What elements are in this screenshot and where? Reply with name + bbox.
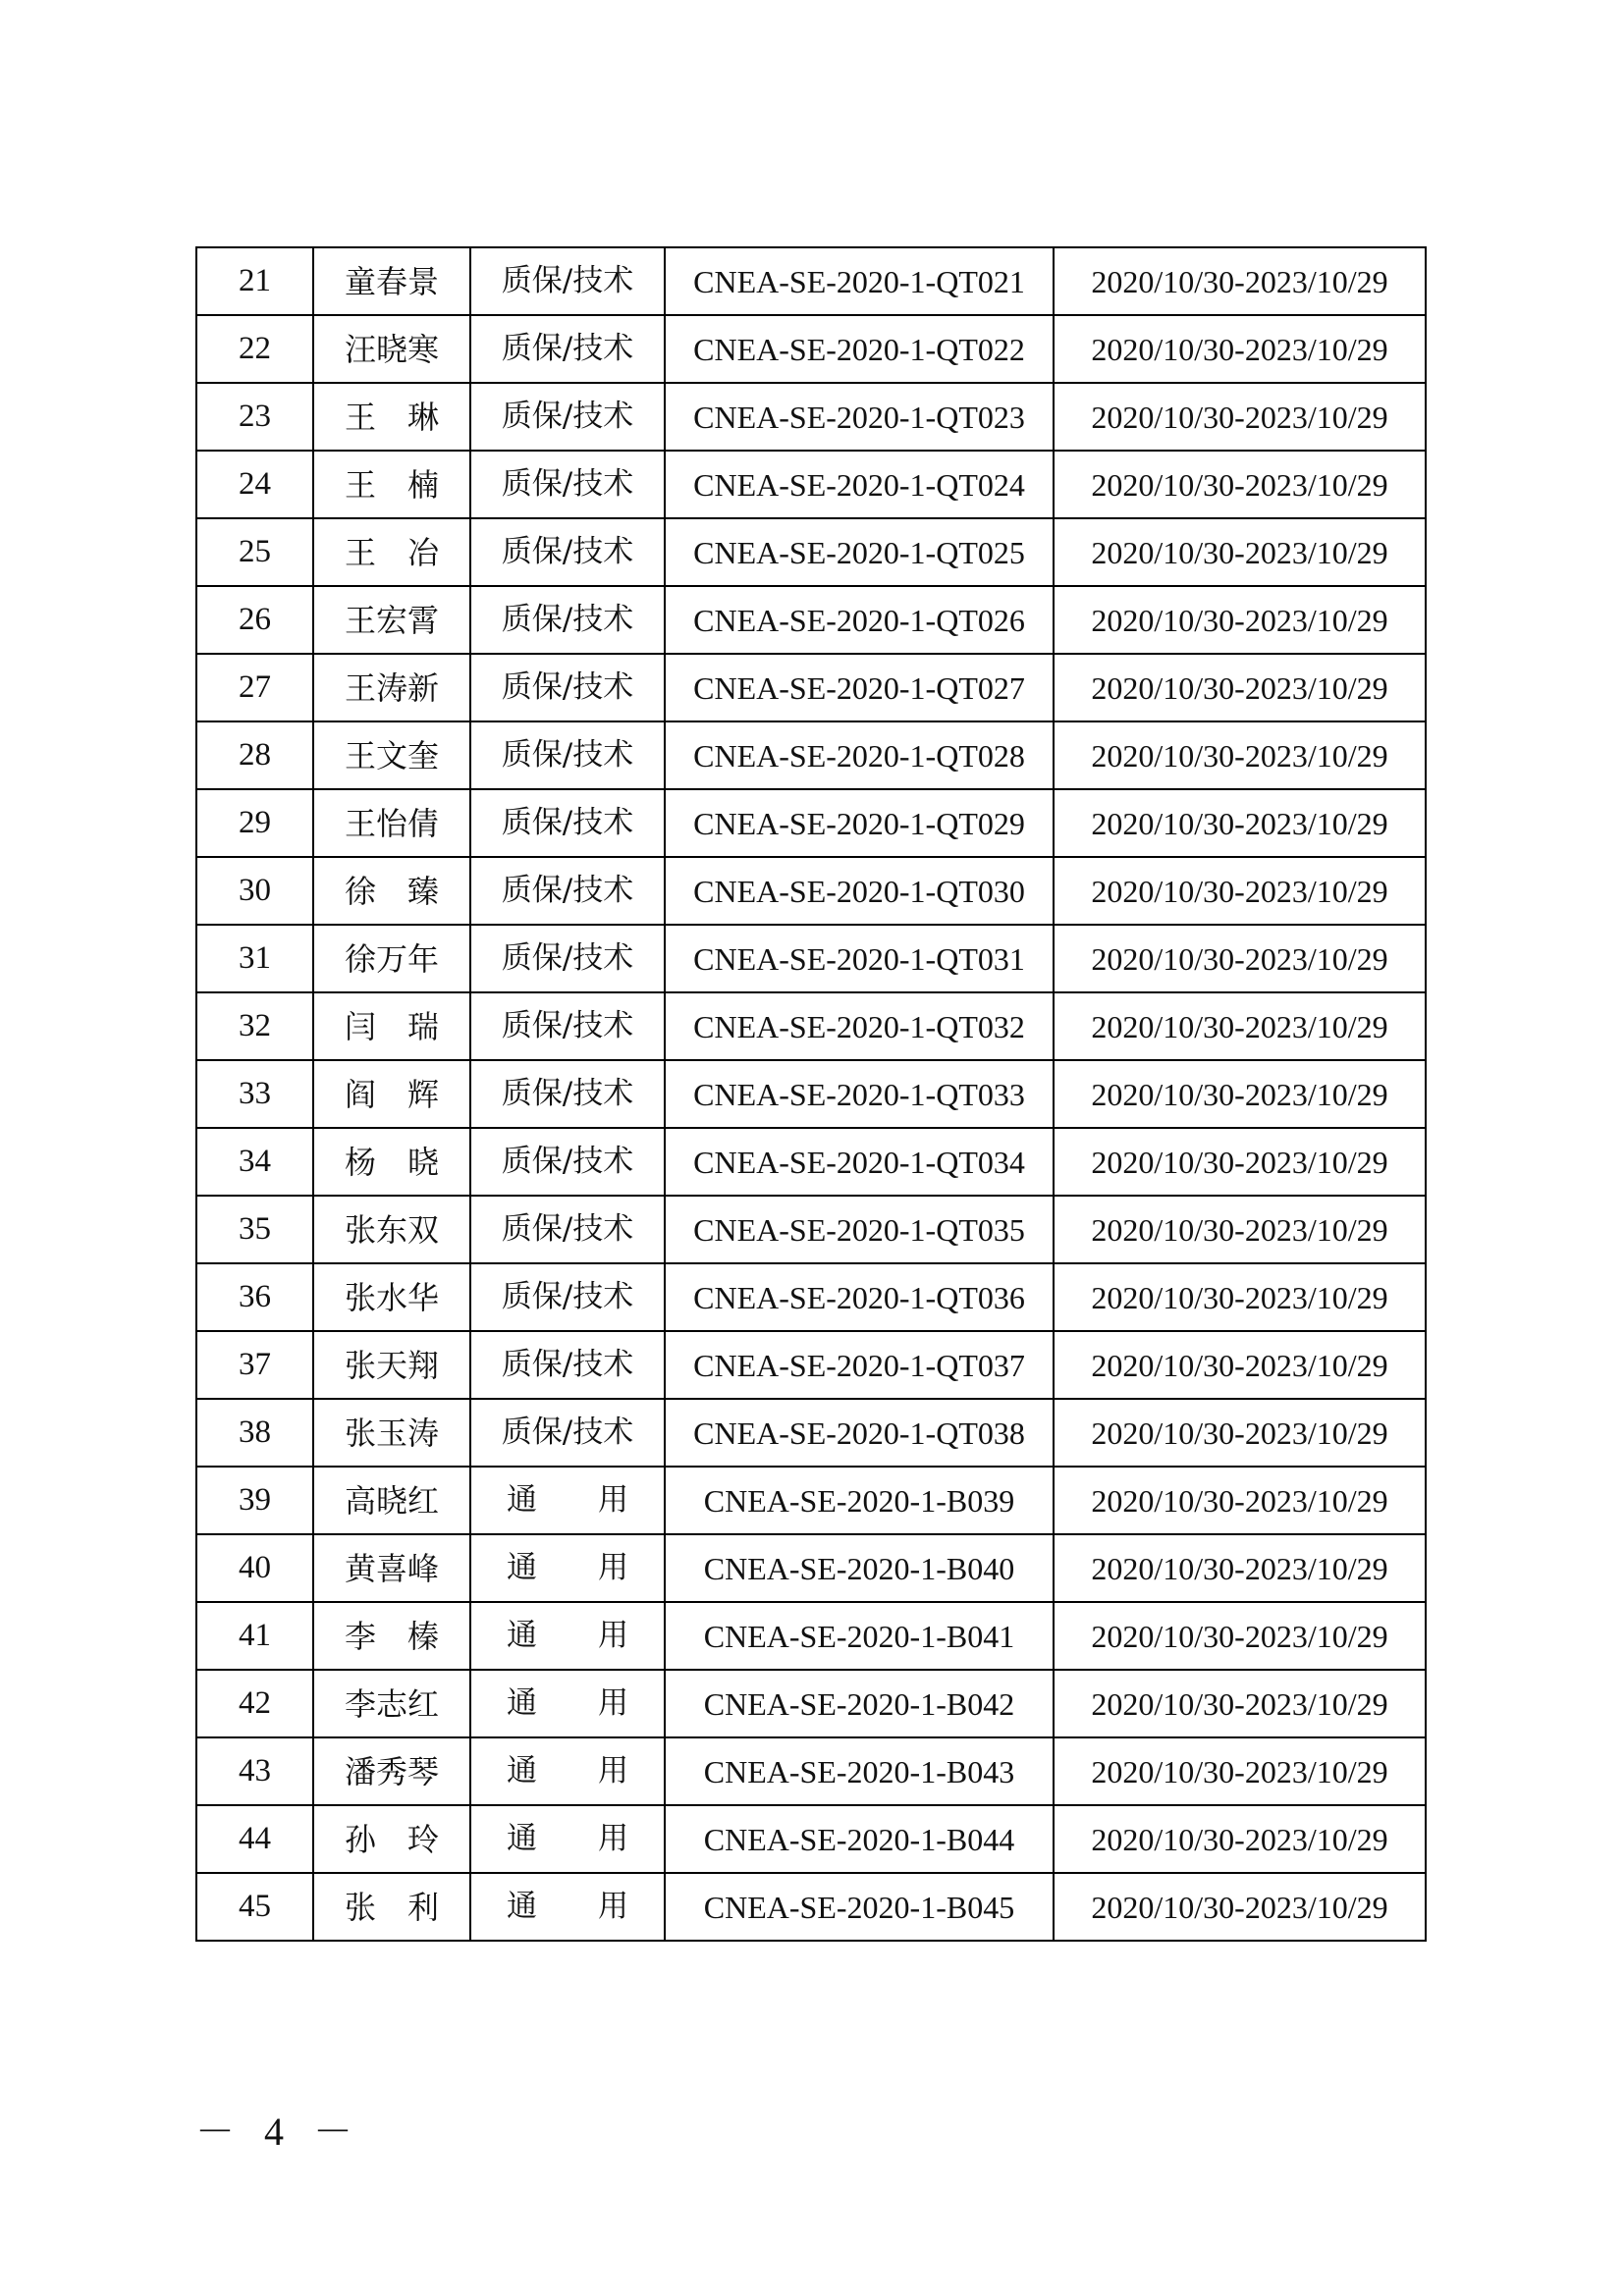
table-row bbox=[196, 654, 1426, 721]
table-row bbox=[196, 1128, 1426, 1196]
certificate-number-cell: CNEA-SE-2020-1-B042 bbox=[665, 1670, 1054, 1737]
category-cell: 通 用 bbox=[470, 1602, 665, 1670]
person-name-cell: 阎 辉 bbox=[313, 1060, 470, 1128]
category-cell: 质保/技术 bbox=[470, 857, 665, 925]
person-name-cell: 汪晓寒 bbox=[313, 315, 470, 383]
certificate-number-cell: CNEA-SE-2020-1-QT036 bbox=[665, 1263, 1054, 1331]
certificate-number-cell: CNEA-SE-2020-1-QT023 bbox=[665, 383, 1054, 451]
person-name-cell: 徐万年 bbox=[313, 925, 470, 992]
serial-number-cell: 24 bbox=[196, 451, 313, 518]
category-cell: 质保/技术 bbox=[470, 1128, 665, 1196]
table-row bbox=[196, 1534, 1426, 1602]
category-cell: 通 用 bbox=[470, 1805, 665, 1873]
serial-number-cell: 34 bbox=[196, 1128, 313, 1196]
category-cell: 质保/技术 bbox=[470, 721, 665, 789]
certificate-number-cell: CNEA-SE-2020-1-QT024 bbox=[665, 451, 1054, 518]
serial-number-cell: 30 bbox=[196, 857, 313, 925]
certificate-number-cell: CNEA-SE-2020-1-QT033 bbox=[665, 1060, 1054, 1128]
table-row bbox=[196, 857, 1426, 925]
table-row bbox=[196, 1873, 1426, 1941]
person-name-cell: 王涛新 bbox=[313, 654, 470, 721]
table-row bbox=[196, 1331, 1426, 1399]
category-cell: 质保/技术 bbox=[470, 925, 665, 992]
certificate-number-cell: CNEA-SE-2020-1-QT029 bbox=[665, 789, 1054, 857]
validity-period-cell: 2020/10/30-2023/10/29 bbox=[1054, 586, 1426, 654]
category-cell: 质保/技术 bbox=[470, 586, 665, 654]
table-row bbox=[196, 247, 1426, 315]
person-name-cell: 张东双 bbox=[313, 1196, 470, 1263]
validity-period-cell: 2020/10/30-2023/10/29 bbox=[1054, 1196, 1426, 1263]
roster-table-body bbox=[196, 247, 1426, 1941]
certificate-number-cell: CNEA-SE-2020-1-B039 bbox=[665, 1467, 1054, 1534]
person-name-cell: 徐 臻 bbox=[313, 857, 470, 925]
person-name-cell: 李志红 bbox=[313, 1670, 470, 1737]
serial-number-cell: 22 bbox=[196, 315, 313, 383]
serial-number-cell: 26 bbox=[196, 586, 313, 654]
serial-number-cell: 25 bbox=[196, 518, 313, 586]
validity-period-cell: 2020/10/30-2023/10/29 bbox=[1054, 721, 1426, 789]
table-row bbox=[196, 1399, 1426, 1467]
certificate-number-cell: CNEA-SE-2020-1-B041 bbox=[665, 1602, 1054, 1670]
category-cell: 质保/技术 bbox=[470, 1060, 665, 1128]
person-name-cell: 高晓红 bbox=[313, 1467, 470, 1534]
validity-period-cell: 2020/10/30-2023/10/29 bbox=[1054, 1467, 1426, 1534]
person-name-cell: 王宏霄 bbox=[313, 586, 470, 654]
certificate-number-cell: CNEA-SE-2020-1-B045 bbox=[665, 1873, 1054, 1941]
person-name-cell: 张水华 bbox=[313, 1263, 470, 1331]
validity-period-cell: 2020/10/30-2023/10/29 bbox=[1054, 383, 1426, 451]
person-name-cell: 张玉涛 bbox=[313, 1399, 470, 1467]
validity-period-cell: 2020/10/30-2023/10/29 bbox=[1054, 925, 1426, 992]
certificate-roster-table bbox=[195, 246, 1427, 1942]
validity-period-cell: 2020/10/30-2023/10/29 bbox=[1054, 1399, 1426, 1467]
certificate-number-cell: CNEA-SE-2020-1-B044 bbox=[665, 1805, 1054, 1873]
page-number: － 4 － bbox=[195, 2109, 362, 2154]
table-row bbox=[196, 1263, 1426, 1331]
person-name-cell: 童春景 bbox=[313, 247, 470, 315]
serial-number-cell: 36 bbox=[196, 1263, 313, 1331]
serial-number-cell: 35 bbox=[196, 1196, 313, 1263]
category-cell: 质保/技术 bbox=[470, 1196, 665, 1263]
validity-period-cell: 2020/10/30-2023/10/29 bbox=[1054, 857, 1426, 925]
table-row bbox=[196, 315, 1426, 383]
validity-period-cell: 2020/10/30-2023/10/29 bbox=[1054, 1331, 1426, 1399]
category-cell: 质保/技术 bbox=[470, 315, 665, 383]
person-name-cell: 李 榛 bbox=[313, 1602, 470, 1670]
person-name-cell: 孙 玲 bbox=[313, 1805, 470, 1873]
validity-period-cell: 2020/10/30-2023/10/29 bbox=[1054, 789, 1426, 857]
person-name-cell: 潘秀琴 bbox=[313, 1737, 470, 1805]
person-name-cell: 王 琳 bbox=[313, 383, 470, 451]
table-row bbox=[196, 1602, 1426, 1670]
person-name-cell: 张 利 bbox=[313, 1873, 470, 1941]
certificate-number-cell: CNEA-SE-2020-1-QT034 bbox=[665, 1128, 1054, 1196]
person-name-cell: 杨 晓 bbox=[313, 1128, 470, 1196]
category-cell: 质保/技术 bbox=[470, 518, 665, 586]
validity-period-cell: 2020/10/30-2023/10/29 bbox=[1054, 1263, 1426, 1331]
table-row bbox=[196, 789, 1426, 857]
category-cell: 质保/技术 bbox=[470, 451, 665, 518]
category-cell: 质保/技术 bbox=[470, 1399, 665, 1467]
serial-number-cell: 43 bbox=[196, 1737, 313, 1805]
validity-period-cell: 2020/10/30-2023/10/29 bbox=[1054, 1128, 1426, 1196]
serial-number-cell: 23 bbox=[196, 383, 313, 451]
category-cell: 质保/技术 bbox=[470, 654, 665, 721]
table-row bbox=[196, 1196, 1426, 1263]
person-name-cell: 王 冶 bbox=[313, 518, 470, 586]
validity-period-cell: 2020/10/30-2023/10/29 bbox=[1054, 518, 1426, 586]
serial-number-cell: 37 bbox=[196, 1331, 313, 1399]
certificate-number-cell: CNEA-SE-2020-1-QT031 bbox=[665, 925, 1054, 992]
serial-number-cell: 38 bbox=[196, 1399, 313, 1467]
certificate-number-cell: CNEA-SE-2020-1-QT021 bbox=[665, 247, 1054, 315]
table-row bbox=[196, 721, 1426, 789]
serial-number-cell: 41 bbox=[196, 1602, 313, 1670]
serial-number-cell: 39 bbox=[196, 1467, 313, 1534]
table-row bbox=[196, 992, 1426, 1060]
table-row bbox=[196, 1467, 1426, 1534]
person-name-cell: 王 楠 bbox=[313, 451, 470, 518]
category-cell: 通 用 bbox=[470, 1534, 665, 1602]
certificate-number-cell: CNEA-SE-2020-1-QT025 bbox=[665, 518, 1054, 586]
certificate-number-cell: CNEA-SE-2020-1-B040 bbox=[665, 1534, 1054, 1602]
person-name-cell: 闫 瑞 bbox=[313, 992, 470, 1060]
category-cell: 通 用 bbox=[470, 1873, 665, 1941]
certificate-number-cell: CNEA-SE-2020-1-QT032 bbox=[665, 992, 1054, 1060]
validity-period-cell: 2020/10/30-2023/10/29 bbox=[1054, 992, 1426, 1060]
category-cell: 质保/技术 bbox=[470, 1331, 665, 1399]
table-row bbox=[196, 1060, 1426, 1128]
validity-period-cell: 2020/10/30-2023/10/29 bbox=[1054, 1805, 1426, 1873]
category-cell: 质保/技术 bbox=[470, 383, 665, 451]
category-cell: 质保/技术 bbox=[470, 789, 665, 857]
category-cell: 通 用 bbox=[470, 1670, 665, 1737]
serial-number-cell: 42 bbox=[196, 1670, 313, 1737]
person-name-cell: 黄喜峰 bbox=[313, 1534, 470, 1602]
serial-number-cell: 32 bbox=[196, 992, 313, 1060]
certificate-number-cell: CNEA-SE-2020-1-QT035 bbox=[665, 1196, 1054, 1263]
table-row bbox=[196, 383, 1426, 451]
validity-period-cell: 2020/10/30-2023/10/29 bbox=[1054, 247, 1426, 315]
table-row bbox=[196, 925, 1426, 992]
category-cell: 通 用 bbox=[470, 1467, 665, 1534]
table-row bbox=[196, 1670, 1426, 1737]
validity-period-cell: 2020/10/30-2023/10/29 bbox=[1054, 654, 1426, 721]
table-row bbox=[196, 518, 1426, 586]
person-name-cell: 王怡倩 bbox=[313, 789, 470, 857]
category-cell: 质保/技术 bbox=[470, 992, 665, 1060]
certificate-number-cell: CNEA-SE-2020-1-QT028 bbox=[665, 721, 1054, 789]
certificate-number-cell: CNEA-SE-2020-1-QT038 bbox=[665, 1399, 1054, 1467]
certificate-number-cell: CNEA-SE-2020-1-B043 bbox=[665, 1737, 1054, 1805]
serial-number-cell: 31 bbox=[196, 925, 313, 992]
serial-number-cell: 40 bbox=[196, 1534, 313, 1602]
serial-number-cell: 44 bbox=[196, 1805, 313, 1873]
validity-period-cell: 2020/10/30-2023/10/29 bbox=[1054, 1737, 1426, 1805]
validity-period-cell: 2020/10/30-2023/10/29 bbox=[1054, 1602, 1426, 1670]
validity-period-cell: 2020/10/30-2023/10/29 bbox=[1054, 315, 1426, 383]
certificate-number-cell: CNEA-SE-2020-1-QT037 bbox=[665, 1331, 1054, 1399]
certificate-number-cell: CNEA-SE-2020-1-QT030 bbox=[665, 857, 1054, 925]
person-name-cell: 张天翔 bbox=[313, 1331, 470, 1399]
validity-period-cell: 2020/10/30-2023/10/29 bbox=[1054, 451, 1426, 518]
serial-number-cell: 45 bbox=[196, 1873, 313, 1941]
certificate-number-cell: CNEA-SE-2020-1-QT022 bbox=[665, 315, 1054, 383]
validity-period-cell: 2020/10/30-2023/10/29 bbox=[1054, 1873, 1426, 1941]
category-cell: 质保/技术 bbox=[470, 247, 665, 315]
serial-number-cell: 27 bbox=[196, 654, 313, 721]
table-row bbox=[196, 1805, 1426, 1873]
validity-period-cell: 2020/10/30-2023/10/29 bbox=[1054, 1060, 1426, 1128]
category-cell: 通 用 bbox=[470, 1737, 665, 1805]
category-cell: 质保/技术 bbox=[470, 1263, 665, 1331]
serial-number-cell: 33 bbox=[196, 1060, 313, 1128]
certificate-number-cell: CNEA-SE-2020-1-QT026 bbox=[665, 586, 1054, 654]
validity-period-cell: 2020/10/30-2023/10/29 bbox=[1054, 1670, 1426, 1737]
person-name-cell: 王文奎 bbox=[313, 721, 470, 789]
table-row bbox=[196, 451, 1426, 518]
validity-period-cell: 2020/10/30-2023/10/29 bbox=[1054, 1534, 1426, 1602]
serial-number-cell: 21 bbox=[196, 247, 313, 315]
serial-number-cell: 29 bbox=[196, 789, 313, 857]
table-row bbox=[196, 1737, 1426, 1805]
serial-number-cell: 28 bbox=[196, 721, 313, 789]
certificate-number-cell: CNEA-SE-2020-1-QT027 bbox=[665, 654, 1054, 721]
table-row bbox=[196, 586, 1426, 654]
